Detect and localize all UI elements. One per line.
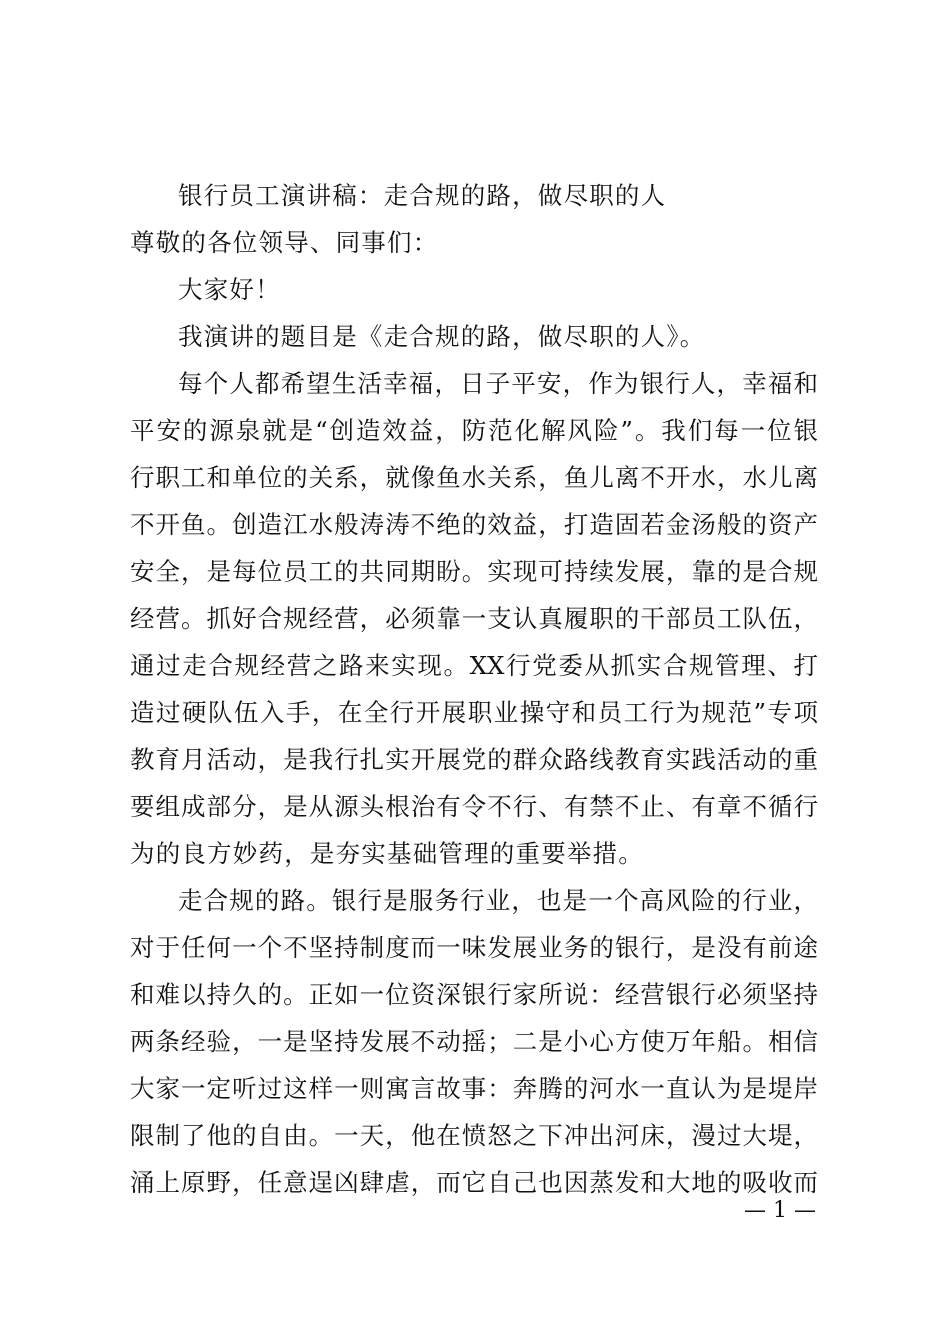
paragraph-line: 和难以持久的。正如一位资深银行家所说：经营银行必须坚持 [130, 980, 818, 1009]
page-number: — 1 — [744, 1198, 816, 1223]
paragraph-line: 教育月活动，是我行扎实开展党的群众路线教育实践活动的重 [130, 745, 818, 774]
salutation: 尊敬的各位领导、同事们： [130, 228, 439, 257]
paragraph-line: 不开鱼。创造江水般涛涛不绝的效益，打造固若金汤般的资产 [130, 510, 818, 539]
paragraph-line: 限制了他的自由。一天，他在愤怒之下冲出河床，漫过大堤， [130, 1121, 818, 1150]
paragraph-line: 安全，是每位员工的共同期盼。实现可持续发展，靠的是合规 [130, 557, 818, 586]
paragraph-line: 涌上原野，任意逞凶肆虐，而它自己也因蒸发和大地的吸收而 [130, 1168, 818, 1197]
paragraph-line: 两条经验，一是坚持发展不动摇；二是小心方使万年船。相信 [130, 1027, 818, 1056]
speech-intro: 我演讲的题目是《走合规的路，做尽职的人》。 [178, 322, 706, 351]
paragraph-line: 对于任何一个不坚持制度而一味发展业务的银行，是没有前途 [130, 933, 818, 962]
paragraph-line: 大家一定听过这样一则寓言故事：奔腾的河水一直认为是堤岸 [130, 1074, 818, 1103]
paragraph-line: 行职工和单位的关系，就像鱼水关系，鱼儿离不开水，水儿离 [130, 463, 818, 492]
paragraph-line: 要组成部分，是从源头根治有令不行、有禁不止、有章不循行 [130, 792, 818, 821]
paragraph-line: 通过走合规经营之路来实现。XX行党委从抓实合规管理、打 [130, 651, 818, 680]
paragraph-line: 每个人都希望生活幸福，日子平安，作为银行人，幸福和 [178, 369, 818, 398]
paragraph-line: 经营。抓好合规经营，必须靠一支认真履职的干部员工队伍， [130, 604, 818, 633]
paragraph-line: 为的良方妙药，是夯实基础管理的重要举措。 [130, 839, 644, 868]
paragraph-line: 走合规的路。银行是服务行业，也是一个高风险的行业， [178, 886, 818, 915]
greeting: 大家好！ [178, 275, 281, 304]
paragraph-line: 造过硬队伍入手，在全行开展职业操守和员工行为规范”专项 [130, 698, 818, 727]
paragraph-line: 平安的源泉就是“创造效益，防范化解风险”。我们每一位银 [130, 416, 818, 445]
document-title: 银行员工演讲稿：走合规的路，做尽职的人 [178, 181, 667, 210]
